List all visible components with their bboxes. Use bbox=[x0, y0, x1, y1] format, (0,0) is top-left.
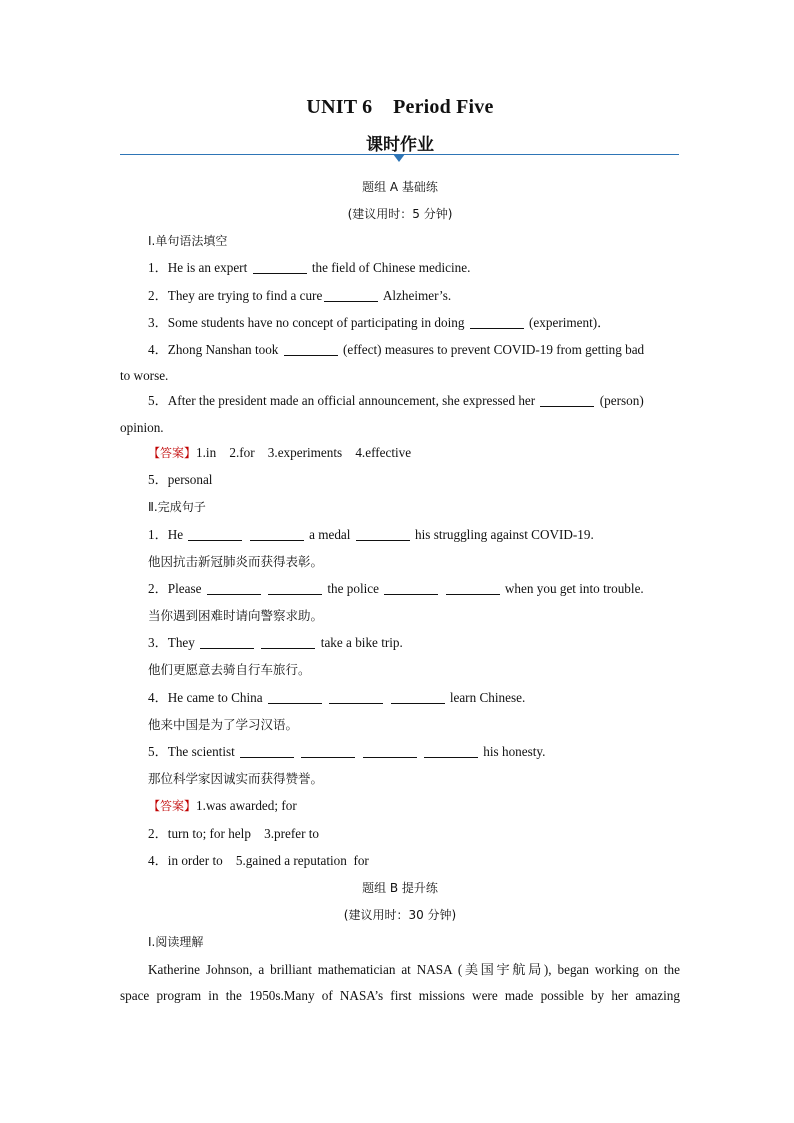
part1-answer-cont: 5．personal bbox=[148, 472, 213, 487]
answer-blank bbox=[268, 691, 322, 704]
q1-text-a: 1．He is an expert bbox=[148, 260, 251, 275]
answer-text: 1.in 2.for 3.experiments 4.effective bbox=[196, 445, 412, 460]
q2-text-b: Alzheimer’s. bbox=[380, 288, 452, 303]
answer-blank bbox=[207, 582, 261, 595]
part1-heading: Ⅰ.单句语法填空 bbox=[148, 234, 228, 248]
answer-blank bbox=[329, 691, 383, 704]
q3-text-b: (experiment)． bbox=[525, 315, 611, 330]
answer-blank bbox=[363, 745, 417, 758]
answer-blank bbox=[324, 289, 378, 302]
q5-text-b: (person) bbox=[596, 393, 644, 408]
answer-blank bbox=[261, 636, 315, 649]
s1-text-b: a medal bbox=[305, 527, 354, 542]
s3-text-a: 3．They bbox=[148, 635, 199, 650]
answer-blank bbox=[250, 528, 304, 541]
answer-blank bbox=[384, 582, 438, 595]
answer-blank bbox=[253, 261, 307, 274]
s4-text-b: learn Chinese. bbox=[446, 690, 526, 705]
part2-sentence-1-zh: 他因抗击新冠肺炎而获得表彰。 bbox=[148, 554, 324, 569]
divider-triangle-icon bbox=[393, 154, 405, 162]
group-a-title: 题组 A 基础练 bbox=[362, 180, 438, 194]
answer-blank bbox=[268, 582, 322, 595]
answer-blank bbox=[284, 343, 338, 356]
part2-sentence-1 bbox=[120, 527, 680, 543]
part2-sentence-2-zh: 当你遇到困难时请向警察求助。 bbox=[148, 608, 324, 623]
s5-text-b: his honesty. bbox=[480, 744, 546, 759]
part2-sentence-2 bbox=[120, 581, 680, 597]
answer-tag: 【答案】 bbox=[148, 799, 197, 813]
q1-text-b: the field of Chinese medicine. bbox=[308, 260, 471, 275]
answer-blank bbox=[424, 745, 478, 758]
s1-text-c: his struggling against COVID-19. bbox=[411, 527, 594, 542]
part2-sentence-4-zh: 他来中国是为了学习汉语。 bbox=[148, 717, 299, 732]
s2-text-c: when you get into trouble. bbox=[501, 581, 644, 596]
page-title: UNIT 6 Period Five bbox=[306, 96, 494, 118]
s5-text-a: 5．The scientist bbox=[148, 744, 239, 759]
s4-text-a: 4．He came to China bbox=[148, 690, 266, 705]
part2-answer bbox=[120, 798, 680, 814]
part2-sentence-3-zh: 他们更愿意去骑自行车旅行。 bbox=[148, 662, 311, 677]
part1-question-5-cont: opinion. bbox=[120, 420, 164, 435]
group-b-time: (建议用时：30 分钟) bbox=[343, 908, 457, 922]
answer-text: 1.was awarded; for bbox=[196, 798, 297, 813]
part2-sentence-3 bbox=[120, 635, 680, 651]
part2-answer-cont-1: 2．turn to; for help 3.prefer to bbox=[148, 826, 320, 841]
answer-blank bbox=[540, 394, 594, 407]
s3-text-b: take a bike trip. bbox=[317, 635, 403, 650]
s2-text-b: the police bbox=[324, 581, 383, 596]
s1-text-a: 1．He bbox=[148, 527, 187, 542]
answer-blank bbox=[200, 636, 254, 649]
answer-blank bbox=[470, 316, 524, 329]
part2-answer-cont-2: 4．in order to 5.gained a reputation for bbox=[148, 853, 369, 868]
answer-blank bbox=[391, 691, 445, 704]
part1-question-4-cont: to worse. bbox=[120, 368, 169, 383]
reading-paragraph-line-2: space program in the 1950s.Many of NASA’s first missions were made possible by her amazing bbox=[120, 988, 680, 1003]
q4-text-b: (effect) measures to prevent COVID-19 from getting bad bbox=[339, 342, 645, 357]
answer-tag: 【答案】 bbox=[148, 446, 197, 460]
part2-sentence-4 bbox=[120, 690, 680, 706]
group-a-time: (建议用时：5 分钟) bbox=[347, 207, 453, 221]
part2-heading: Ⅱ.完成句子 bbox=[148, 500, 206, 514]
part3-heading: Ⅰ.阅读理解 bbox=[148, 935, 204, 949]
part1-answer bbox=[120, 445, 680, 461]
answer-blank bbox=[240, 745, 294, 758]
q4-text-a: 4．Zhong Nanshan took bbox=[148, 342, 282, 357]
q5-text-a: 5．After the president made an official announcement, she expressed her bbox=[148, 393, 539, 408]
part2-sentence-5 bbox=[120, 744, 680, 760]
answer-blank bbox=[301, 745, 355, 758]
group-b-title: 题组 B 提升练 bbox=[362, 881, 438, 895]
part1-question-2 bbox=[120, 288, 680, 304]
q2-text-a: 2．They are trying to find a cure bbox=[148, 288, 323, 303]
part1-question-4 bbox=[120, 342, 680, 358]
page-subtitle: 课时作业 bbox=[366, 135, 434, 155]
answer-blank bbox=[446, 582, 500, 595]
answer-blank bbox=[188, 528, 242, 541]
s2-text-a: 2．Please bbox=[148, 581, 205, 596]
part1-question-3 bbox=[120, 315, 680, 331]
part1-question-1 bbox=[120, 260, 680, 276]
part1-question-5 bbox=[120, 393, 680, 409]
reading-paragraph-line-1: Katherine Johnson, a brilliant mathematician at NASA (美国宇航局), began working on the bbox=[148, 962, 680, 977]
part2-sentence-5-zh: 那位科学家因诚实而获得赞誉。 bbox=[148, 771, 324, 786]
q3-text-a: 3．Some students have no concept of participating in doing bbox=[148, 315, 468, 330]
answer-blank bbox=[356, 528, 410, 541]
